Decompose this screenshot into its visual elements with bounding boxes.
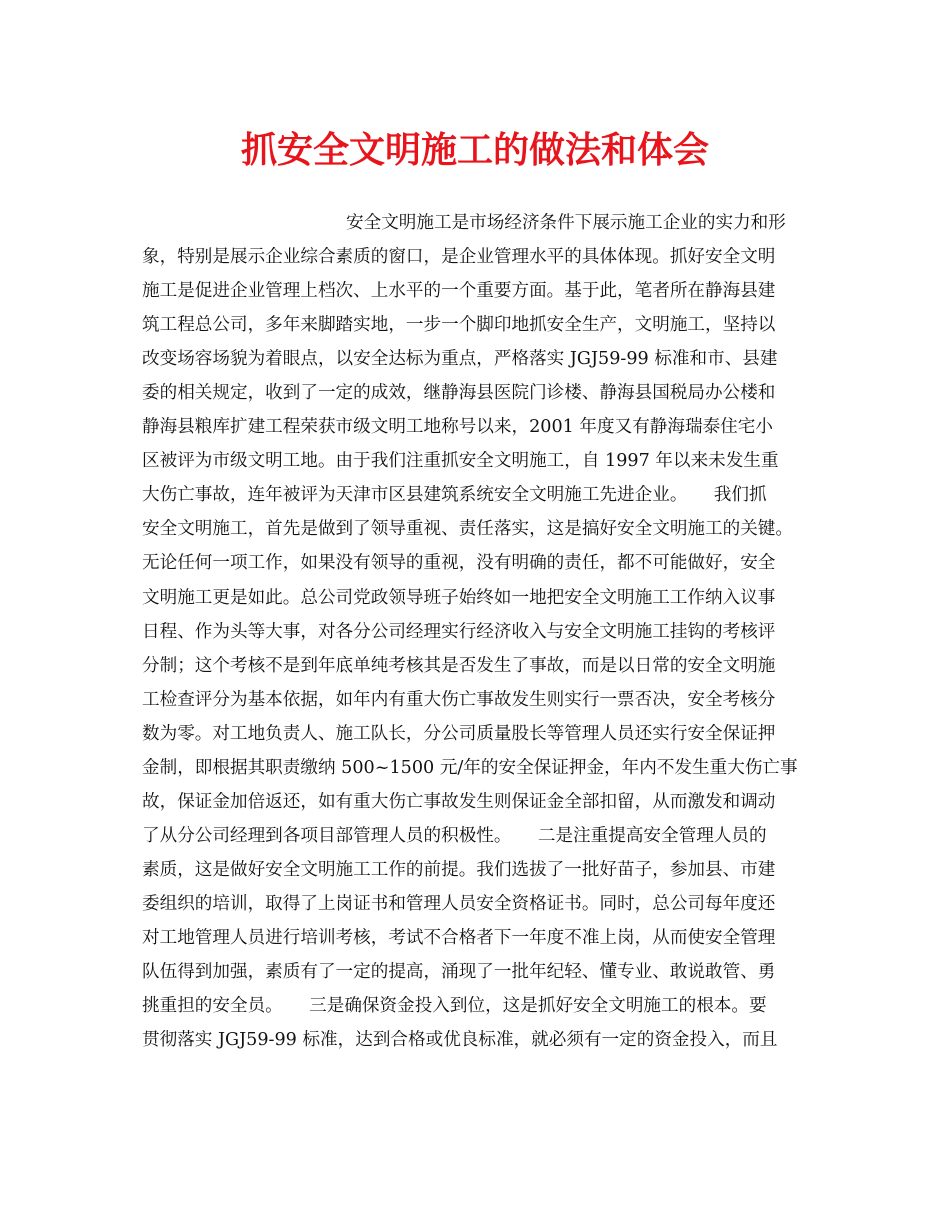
paragraph-line: 筑工程总公司，多年来脚踏实地，一步一个脚印地抓安全生产，文明施工，坚持以: [142, 315, 776, 336]
paragraph-line: 了从分公司经理到各项目部管理人员的积极性。 二是注重提高安全管理人员的: [142, 825, 767, 846]
paragraph-line: 贯彻落实 JGJ59-99 标准，达到合格或优良标准，就必须有一定的资金投入，而且: [142, 1030, 778, 1051]
paragraph-line: 文明施工更是如此。总公司党政领导班子始终如一地把安全文明施工工作纳入议事: [142, 587, 776, 608]
paragraph-line: 静海县粮库扩建工程荣获市级文明工地称号以来，2001 年度又有静海瑞泰住宅小: [142, 417, 773, 438]
paragraph-line: 安全文明施工是市场经济条件下展示施工企业的实力和形: [346, 213, 786, 233]
paragraph-line: 安全文明施工，首先是做到了领导重视、责任落实，这是搞好安全文明施工的关键。: [142, 519, 793, 540]
paragraph-line: 素质，这是做好安全文明施工工作的前提。我们选拔了一批好苗子，参加县、市建: [142, 859, 776, 880]
paragraph-line: 改变场容场貌为着眼点，以安全达标为重点，严格落实 JGJ59-99 标准和市、县建: [142, 349, 778, 370]
paragraph-line: 委的相关规定，收到了一定的成效，继静海县医院门诊楼、静海县国税局办公楼和: [142, 383, 776, 404]
paragraph-line: 施工是促进企业管理上档次、上水平的一个重要方面。基于此，笔者所在静海县建: [142, 281, 776, 302]
paragraph-line: 金制，即根据其职责缴纳 500~1500 元/年的安全保证押金，年内不发生重大伤亡事: [142, 757, 798, 778]
document-title: 抓安全文明施工的做法和体会: [240, 129, 709, 171]
paragraph-line: 挑重担的安全员。 三是确保资金投入到位，这是抓好安全文明施工的根本。要: [142, 996, 767, 1017]
paragraph-line: 区被评为市级文明工地。由于我们注重抓安全文明施工，自 1997 年以来未发生重: [142, 451, 779, 472]
paragraph-line: 委组织的培训，取得了上岗证书和管理人员安全资格证书。同时，总公司每年度还: [142, 893, 776, 914]
paragraph-line: 数为零。对工地负责人、施工队长，分公司质量股长等管理人员还实行安全保证押: [142, 723, 776, 744]
paragraph-line: 象，特别是展示企业综合素质的窗口，是企业管理水平的具体体现。抓好安全文明: [142, 247, 776, 268]
document-body: [142, 206, 818, 1057]
paragraph-line: 无论任何一项工作，如果没有领导的重视，没有明确的责任，都不可能做好，安全: [142, 553, 776, 574]
paragraph-line: 大伤亡事故，连年被评为天津市区县建筑系统安全文明施工先进企业。 我们抓: [142, 485, 767, 506]
paragraph-line: 分制；这个考核不是到年底单纯考核其是否发生了事故，而是以日常的安全文明施: [142, 655, 776, 676]
paragraph-line: 工检查评分为基本依据，如年内有重大伤亡事故发生则实行一票否决，安全考核分: [142, 689, 776, 710]
paragraph-line: 故，保证金加倍返还，如有重大伤亡事故发生则保证金全部扣留，从而激发和调动: [142, 791, 776, 812]
paragraph-line: 对工地管理人员进行培训考核，考试不合格者下一年度不准上岗，从而使安全管理: [142, 927, 776, 948]
paragraph-line: 日程、作为头等大事，对各分公司经理实行经济收入与安全文明施工挂钩的考核评: [142, 621, 776, 642]
paragraph-line: 队伍得到加强，素质有了一定的提高，涌现了一批年纪轻、懂专业、敢说敢管、勇: [142, 962, 776, 983]
